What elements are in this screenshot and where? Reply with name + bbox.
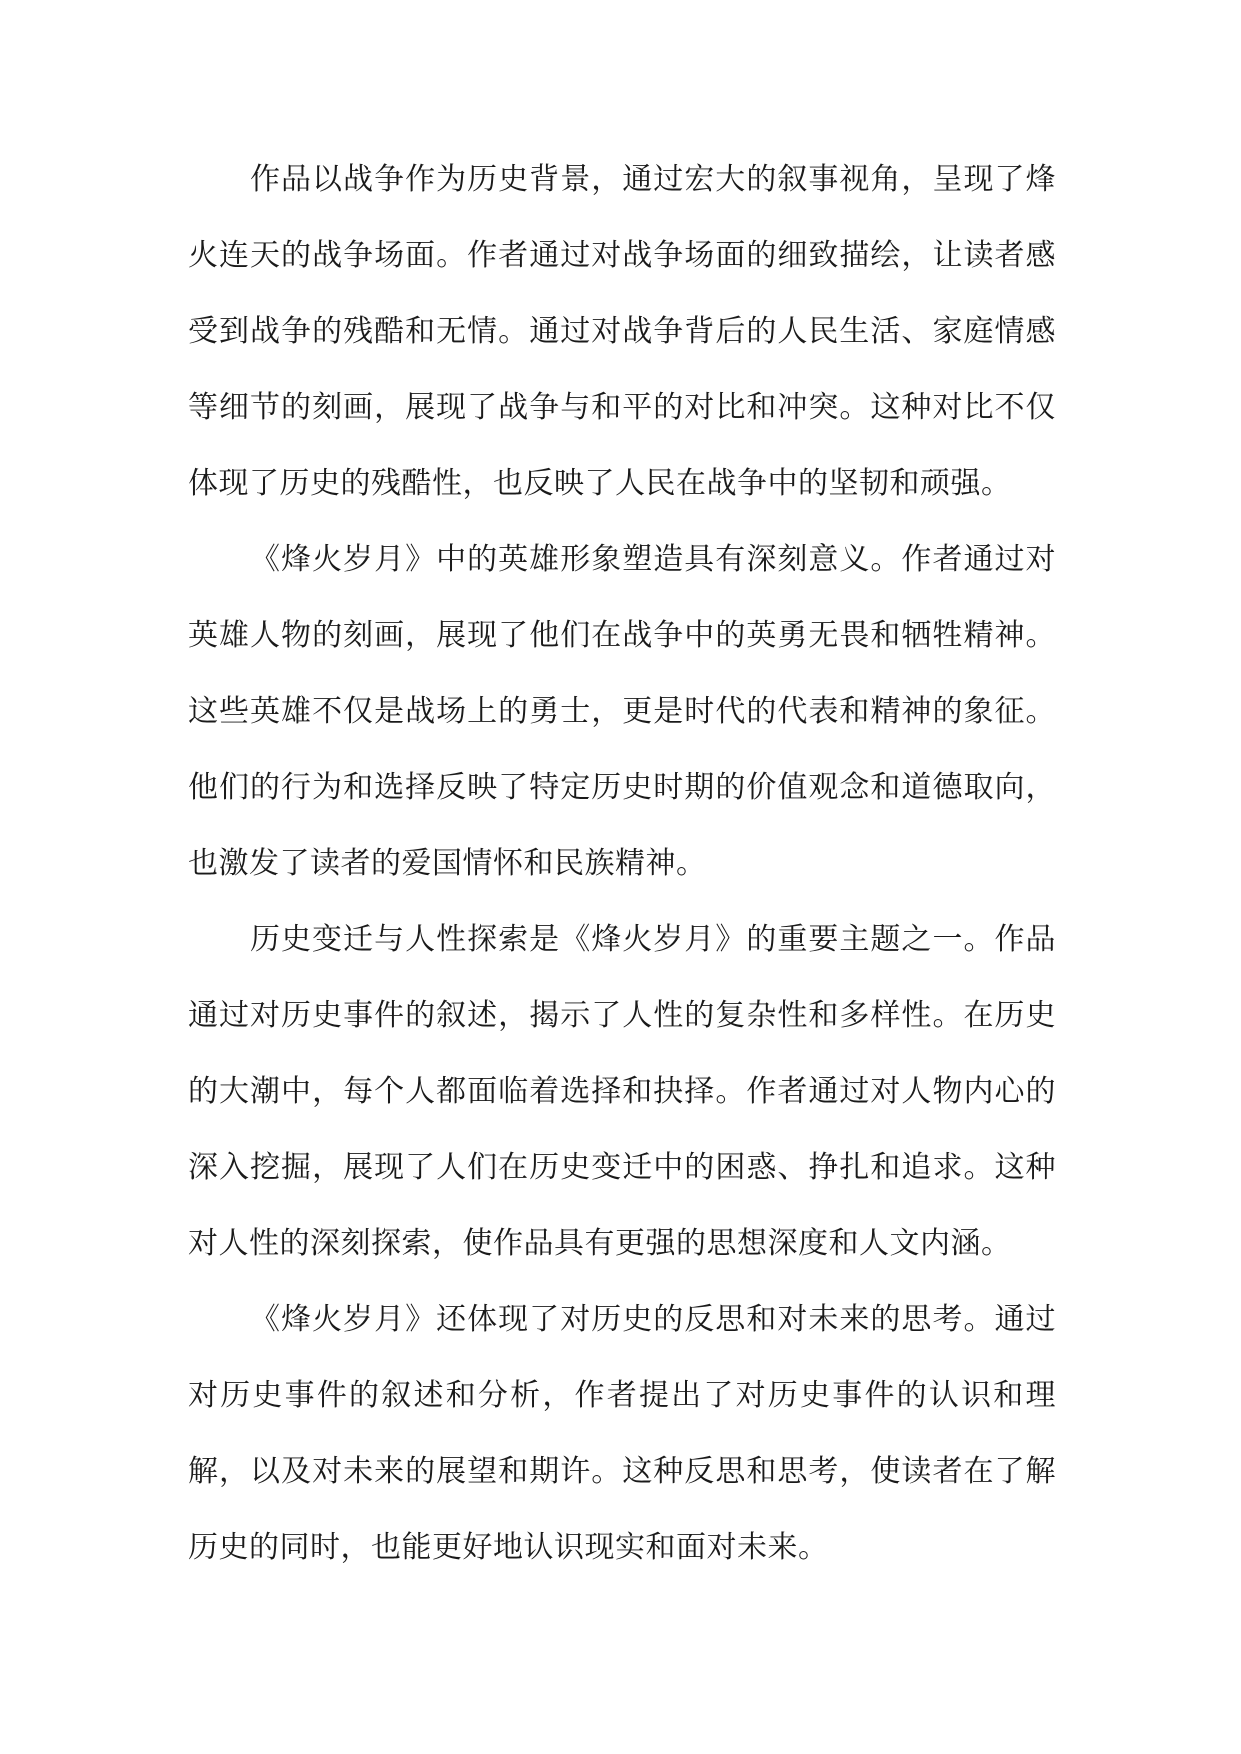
paragraph-1: 作品以战争作为历史背景，通过宏大的叙事视角，呈现了烽火连天的战争场面。作者通过对战争场面的细致描绘，让读者感受到战争的残酷和无情。通过对战争背后的人民生活、家庭情感等细节的刻画，展现了战争与和平的对比和冲突。这种对比不仅体现了历史的残酷性，也反映了人民在战争中的坚韧和顽强。 [188,162,1056,501]
paragraph-4: 《烽火岁月》还体现了对历史的反思和对未来的思考。通过对历史事件的叙述和分析，作者提出了对历史事件的认识和理解，以及对未来的展望和期许。这种反思和思考，使读者在了解历史的同时，也能更好地认识现实和面对未来。 [188,1302,1056,1565]
document-body [188,142,1056,1586]
paragraph-3: 历史变迁与人性探索是《烽火岁月》的重要主题之一。作品通过对历史事件的叙述，揭示了人性的复杂性和多样性。在历史的大潮中，每个人都面临着选择和抉择。作者通过对人物内心的深入挖掘，展现了人们在历史变迁中的困惑、挣扎和追求。这种对人性的深刻探索，使作品具有更强的思想深度和人文内涵。 [188,922,1056,1261]
paragraph-2: 《烽火岁月》中的英雄形象塑造具有深刻意义。作者通过对英雄人物的刻画，展现了他们在战争中的英勇无畏和牺牲精神。这些英雄不仅是战场上的勇士，更是时代的代表和精神的象征。他们的行为和选择反映了特定历史时期的价值观念和道德取向，也激发了读者的爱国情怀和民族精神。 [188,542,1056,881]
